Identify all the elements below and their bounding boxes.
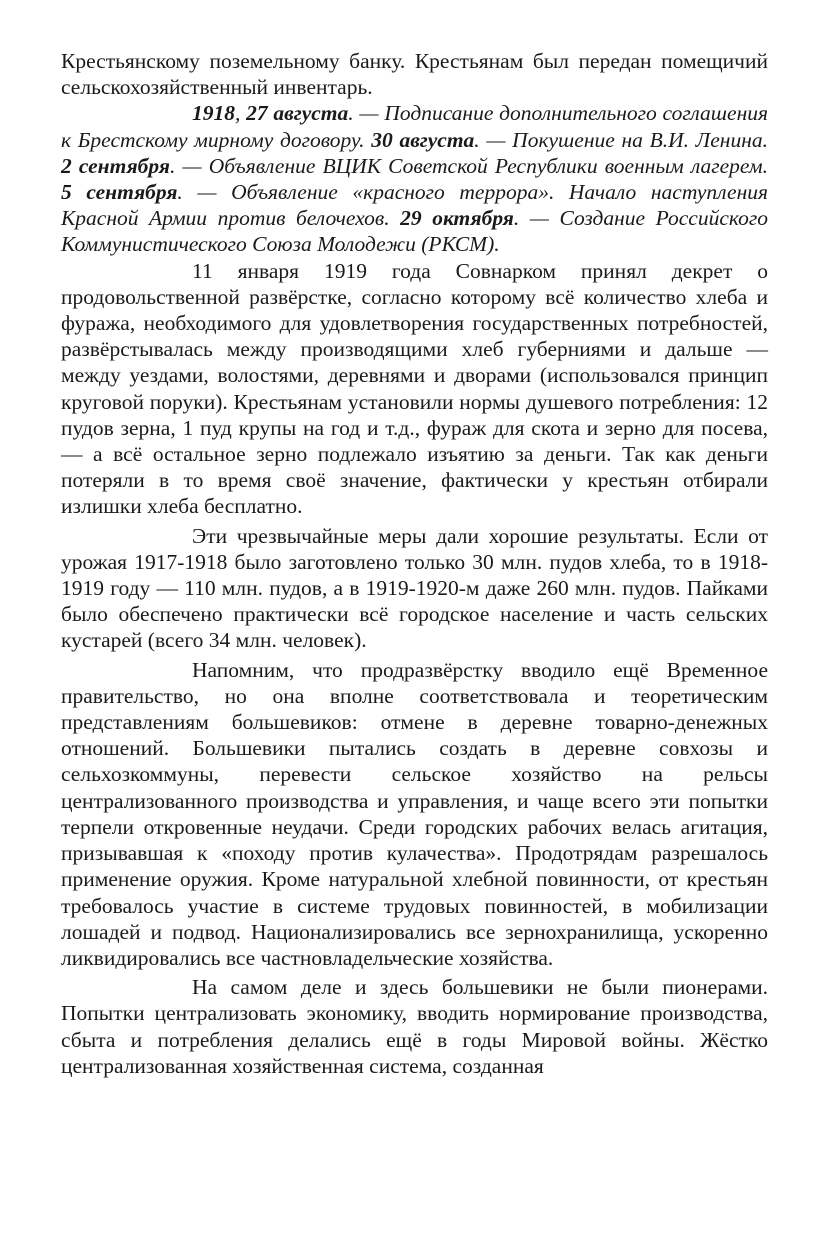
text-run: Напомним, что продразвёрстку вводило ещё Временное правительство, но она вполне соответствовала и теоретическим представлениям большевиков: отмене в деревне товарно-денежных отношений. Большевики пытались создать в деревне совхозы и сельхозкоммуны, перевести сельское хозяйство на рельсы централизованного производства и управления, и чаще всего эти попытки терпели откровенные неудачи. Среди городских рабочих велась агитация, призывавшая к «походу против кулачества». Продотрядам разрешалось применение оружия. Кроме натуральной хлебной повинности, от крестьян требовалось участие в системе трудовых повинностей, в мобилизации лошадей и подвод. Национализировались все зернохранилища, ускоренно ликвидировались все частновладельческие хозяйства. — [61, 657, 768, 970]
paragraph-chronology-1918 — [61, 100, 768, 257]
date-run: 2 сентября — [61, 153, 170, 178]
paragraph-provisional-government — [61, 657, 768, 971]
text-run: . — Подписание дополнительного соглашения к Брестскому мирному договору. — [61, 101, 768, 152]
date-run: 5 сентября — [61, 180, 178, 205]
text-run: , — [235, 101, 247, 126]
text-run: . — Покушение на В.И. Ленина. — [474, 127, 768, 152]
text-run: На самом деле и здесь большевики не были пионерами. Попытки централизовать экономику, вводить нормирование производства, сбыта и потребления делались ещё в годы Мировой войны. Жёстко централизованная хозяйственная система, созданная — [61, 975, 768, 1078]
paragraph-not-pioneers — [61, 974, 768, 1079]
text-run: Крестьянскому поземельному банку. Крестьянам был передан помещичий сельскохозяйственный инвентарь. — [61, 49, 768, 100]
text-run: Эти чрезвычайные меры дали хорошие результаты. Если от урожая 1917-1918 было заготовлено только 30 млн. пудов хлеба, то в 1918-1919 году — 110 млн. пудов, а в 1919-1920-м даже 260 млн. пудов. Пайками было обеспечено практически всё городское население и часть сельских кустарей (всего 34 млн. человек). — [61, 523, 768, 653]
paragraph-results — [61, 523, 768, 654]
date-run: 1918 — [192, 101, 235, 126]
date-run: 27 августа — [246, 101, 349, 126]
text-run: . — Создание Российского Коммунистического Союза Молодежи (РКСМ). — [61, 206, 768, 257]
paragraph-prodrazverstka-decree — [61, 258, 768, 520]
date-run: 29 октября — [400, 206, 514, 231]
text-run: . — Объявление ВЦИК Советской Республики военным лагерем. — [169, 153, 768, 178]
text-run: . — Объявление «красного террора». Начало наступления Красной Армии против белочехов. — [61, 180, 768, 231]
date-run: 30 августа — [371, 127, 475, 152]
paragraph-bank — [61, 48, 768, 100]
text-run: 11 января 1919 года Совнарком принял декрет о продовольственной развёрстке, согласно которому всё количество хлеба и фуража, необходимого для удовлетворения государственных потребностей, развёрстывалась между производящими хлеб губерниями и дальше — между уездами, волостями, деревнями и дворами (использовался принцип круговой поруки). Крестьянам установили нормы душевого потребления: 12 пудов зерна, 1 пуд крупы на год и т.д., фураж для скота и зерно для посева, — а всё остальное зерно подлежало изъятию за деньги. Так как деньги потеряли в то время своё значение, фактически у крестьян отбирали излишки хлеба бесплатно. — [61, 258, 768, 519]
